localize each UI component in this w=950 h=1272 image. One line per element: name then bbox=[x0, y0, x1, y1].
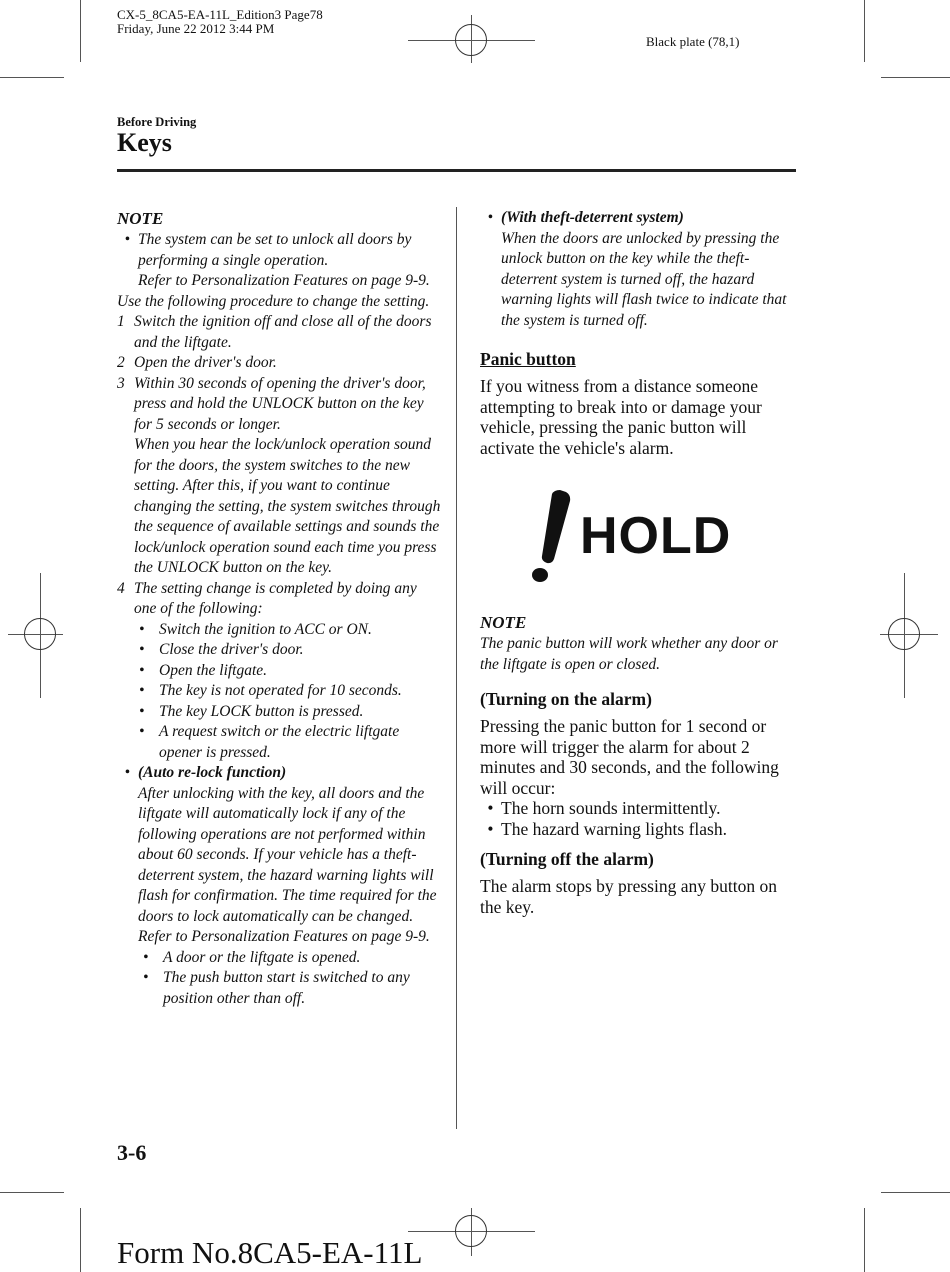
hold-label: HOLD bbox=[580, 507, 732, 565]
list-item: • The hazard warning lights flash. bbox=[487, 818, 727, 839]
list-item: • The key LOCK button is pressed. bbox=[139, 702, 364, 720]
panic-note-text: The panic button will work whether any door or the liftgate is open or closed. bbox=[480, 635, 778, 673]
note-refer: Refer to Personalization Features on page 9-9. bbox=[138, 272, 430, 289]
turning-on-text: Pressing the panic button for 1 second or more will trigger the alarm for about 2 minutes and 30 seconds, and the following will occur: bbox=[480, 716, 779, 798]
form-number: Form No.8CA5-EA-11L bbox=[117, 1235, 423, 1270]
print-date-line: Friday, June 22 2012 3:44 PM bbox=[117, 21, 275, 36]
step-2: 2 Open the driver's door. bbox=[117, 354, 277, 371]
crop-mark bbox=[80, 0, 81, 62]
crop-mark bbox=[881, 77, 950, 78]
print-file-line: CX-5_8CA5-EA-11L_Edition3 Page78 bbox=[117, 7, 323, 22]
note-heading-right: NOTE bbox=[480, 613, 527, 632]
list-item: • The horn sounds intermittently. bbox=[487, 798, 721, 818]
theft-heading: (With theft-deterrent system) bbox=[501, 209, 684, 226]
list-item: • The push button start is switched to any position other than off. bbox=[143, 969, 410, 1007]
bullet-dot-icon: • bbox=[124, 764, 131, 781]
list-item: • Switch the ignition to ACC or ON. bbox=[139, 620, 372, 638]
bullet-dot-icon: • bbox=[487, 209, 494, 226]
list-item: • A door or the liftgate is opened. bbox=[143, 948, 361, 966]
list-item: • Close the driver's door. bbox=[139, 641, 304, 658]
crop-mark bbox=[80, 1208, 81, 1272]
list-item: • A request switch or the electric liftgate opener is pressed. bbox=[139, 723, 400, 761]
turning-off-text: The alarm stops by pressing any button on the key. bbox=[480, 876, 777, 917]
theft-text: When the doors are unlocked by pressing the unlock button on the key while the theft-deterrent system is turned off, the hazard warning lights will flash twice to indicate that the system is turned off. bbox=[501, 229, 787, 329]
procedure-intro: Use the following procedure to change the setting. bbox=[117, 292, 430, 310]
crop-mark bbox=[0, 1192, 64, 1193]
bullet-dot-icon: • bbox=[124, 231, 131, 248]
crop-mark bbox=[864, 0, 865, 62]
page-number: 3-6 bbox=[117, 1140, 147, 1165]
section-breadcrumb: Before Driving bbox=[117, 115, 197, 129]
right-column bbox=[480, 208, 798, 917]
relock-refer: Refer to Personalization Features on page 9-9. bbox=[138, 928, 430, 945]
crop-mark bbox=[864, 1208, 865, 1272]
relock-text: After unlocking with the key, all doors and the liftgate will automatically lock if any of the following operations are not performed within about 60 seconds. If your vehicle has a theft-deterrent system, the hazard warning lights will flash for confirmation. The time required for the doors to lock automatically can be changed. bbox=[138, 784, 437, 925]
panic-text: If you witness from a distance someone attempting to break into or damage your vehicle, pressing the panic button will activate the vehicle's alarm. bbox=[480, 376, 762, 458]
plate-label: Black plate (78,1) bbox=[646, 34, 740, 49]
column-divider bbox=[456, 207, 457, 1129]
panic-heading: Panic button bbox=[480, 349, 576, 369]
crop-mark bbox=[881, 1192, 950, 1193]
panic-hold-illustration bbox=[480, 470, 798, 610]
turning-on-heading: (Turning on the alarm) bbox=[480, 689, 652, 709]
relock-heading: (Auto re-lock function) bbox=[138, 764, 287, 781]
list-item: • Open the liftgate. bbox=[139, 661, 268, 679]
title-rule bbox=[117, 169, 796, 172]
step-3: 3 Within 30 seconds of opening the driver's door, press and hold the UNLOCK button on the key for 5 seconds or longer. bbox=[117, 374, 426, 433]
page-title: Keys bbox=[117, 128, 172, 157]
note-heading: NOTE bbox=[117, 209, 164, 228]
step-3-detail: When you hear the lock/unlock operation sound for the doors, the system switches to the new setting. After this, if you want to continue changing the setting, the system switches through the sequence of available settings and sounds the lock/unlock operation sound each time you press the UNLOCK button on the key. bbox=[134, 436, 441, 576]
list-item: • The key is not operated for 10 seconds. bbox=[139, 682, 402, 699]
crop-mark bbox=[0, 77, 64, 78]
note-bullet-text: The system can be set to unlock all doors by performing a single operation. bbox=[138, 231, 412, 269]
left-column bbox=[117, 208, 442, 1009]
step-4: 4 The setting change is completed by doing any one of the following: bbox=[117, 579, 417, 617]
step-1: 1 Switch the ignition off and close all of the doors and the liftgate. bbox=[117, 313, 432, 351]
turning-off-heading: (Turning off the alarm) bbox=[480, 849, 654, 869]
